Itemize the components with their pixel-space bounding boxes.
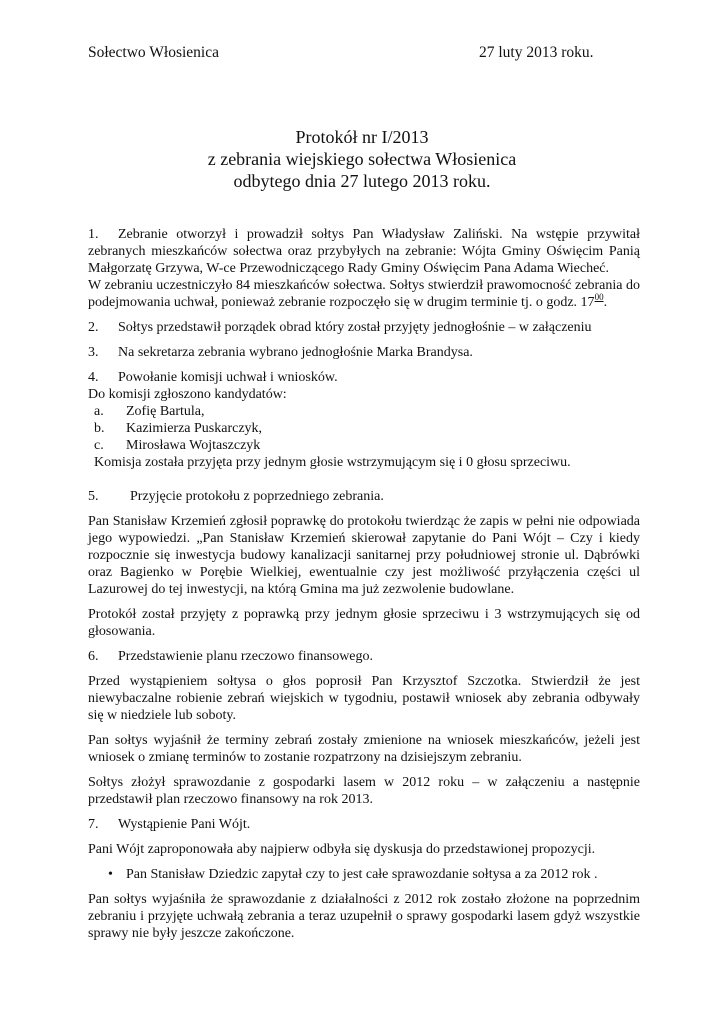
- title-line-1: Protokół nr I/2013: [295, 127, 429, 147]
- list-item-name: Zofię Bartula,: [126, 404, 205, 419]
- section-7-number: 7.: [88, 817, 99, 832]
- section-2-number: 2.: [88, 320, 99, 335]
- section-3-text: Na sekretarza zebrania wybrano jednogłośnie Marka Brandysa.: [118, 345, 473, 360]
- section-1-end: .: [603, 295, 608, 310]
- list-item: [94, 420, 640, 437]
- time-superscript: 00: [594, 292, 604, 302]
- list-item-name: Mirosława Wojtaszczyk: [126, 438, 261, 453]
- document-title: [0, 126, 724, 192]
- section-5-paragraph-2: Protokół został przyjęty z poprawką przy jednym głosie sprzeciwu i 3 wstrzymujących się od głosowania.: [88, 607, 640, 639]
- section-6-paragraph-3: Sołtys złożył sprawozdanie z gospodarki lasem w 2012 roku – w załączeniu a następnie przedstawił plan rzeczowo finansowy na rok 2013.: [88, 775, 640, 807]
- header-left: Sołectwo Włosienica: [88, 44, 220, 61]
- section-6-paragraph-1: Przed wystąpieniem sołtysa o głos poprosił Pan Krzysztof Szczotka. Stwierdził że jest niewybaczalne robienie zebrań wiejskich w tygodniu, postawił wniosek aby zebrania odbywały się w niedziele lub soboty.: [88, 674, 640, 723]
- section-5-text: Przyjęcie protokołu z poprzedniego zebrania.: [130, 489, 384, 504]
- bullet-text: Pan Stanisław Dziedzic zapytał czy to jest całe sprawozdanie sołtysa a za 2012 rok .: [126, 867, 598, 882]
- section-4: [88, 369, 640, 471]
- candidates-list: [88, 403, 640, 454]
- section-1: [88, 226, 640, 277]
- title-line-3: odbytego dnia 27 lutego 2013 roku.: [233, 171, 491, 191]
- section-7-text: Wystąpienie Pani Wójt.: [118, 817, 251, 832]
- section-1-continued: [88, 277, 640, 311]
- section-6: [88, 648, 640, 665]
- candidates-intro: Do komisji zgłoszono kandydatów:: [88, 387, 287, 402]
- list-item: [94, 403, 640, 420]
- list-item-letter: b.: [94, 421, 105, 436]
- section-7-paragraph-2: Pan sołtys wyjaśniła że sprawozdanie z działalności z 2012 rok zostało złożone na poprzednim zebraniu i przyjęte uchwałą zebrania a teraz uzupełnił o sprawy gospodarki lasem gdyż wszystkie sprawy nie były jeszcze zakończone.: [88, 892, 640, 941]
- section-1-number: 1.: [88, 227, 99, 242]
- bullet-icon: •: [108, 867, 113, 882]
- list-item: [94, 437, 640, 454]
- section-2-text: Sołtys przedstawił porządek obrad który został przyjęty jednogłośnie – w załączeniu: [118, 320, 592, 335]
- section-1-text: Zebranie otworzył i prowadził sołtys Pan Władysław Zaliński. Na wstępie przywitał zebranych mieszkańców sołectwa oraz przybyłych na zebranie: Wójta Gminy Oświęcim Panią Małgorzatę Grzywa, W-ce Przewodniczącego Rady Gminy Oświęcim Pana Adama Wiecheć.: [88, 227, 640, 276]
- list-item-letter: c.: [94, 438, 104, 453]
- section-5-paragraph-1: Pan Stanisław Krzemień zgłosił poprawkę do protokołu twierdząc że zapis w pełni nie odpowiada jego wypowiedzi. „Pan Stanisław Krzemień skierował zapytanie do Pani Wójt – Czy i kiedy rozpocznie się inwestycja budowy kanalizacji sanitarnej przy południowej stronie ul. Dąbrówki oraz Bagienko w Porębie Wielkiej, ewentualnie czy jest możliwość przyłączenia części ul Lazurowej do tej inwestycji, na którą Gmina ma już zezwolenie budowlane.: [88, 514, 640, 597]
- section-4-text: Powołanie komisji uchwał i wniosków.: [118, 370, 338, 385]
- section-4-number: 4.: [88, 370, 99, 385]
- document-body: [88, 226, 640, 950]
- section-6-paragraph-2: Pan sołtys wyjaśnił że terminy zebrań zostały zmienione na wniosek mieszkańców, jeżeli jest wniosek o zmianę terminów to zostanie rozpatrzony na dzisiejszym zebraniu.: [88, 733, 640, 765]
- section-5: [88, 488, 640, 505]
- section-7-paragraph-1: Pani Wójt zaproponowała aby najpierw odbyła się dyskusja do przedstawionej propozycji.: [88, 842, 596, 857]
- section-3-number: 3.: [88, 345, 99, 360]
- section-5-number: 5.: [88, 489, 99, 504]
- section-6-text: Przedstawienie planu rzeczowo finansowego.: [118, 649, 374, 664]
- title-line-2: z zebrania wiejskiego sołectwa Włosienica: [207, 149, 517, 169]
- section-2: [88, 319, 640, 336]
- section-6-number: 6.: [88, 649, 99, 664]
- section-3: [88, 344, 640, 361]
- list-item-letter: a.: [94, 404, 104, 419]
- section-1-text-b: W zebraniu uczestniczyło 84 mieszkańców sołectwa. Sołtys stwierdził prawomocność zebrania do podejmowania uchwał, ponieważ zebranie rozpoczęło się w drugim terminie tj. o godz. 17: [88, 278, 640, 310]
- section-7: [88, 816, 640, 833]
- commission-result: Komisja została przyjęta przy jednym głosie wstrzymującym się i 0 głosu sprzeciwu.: [94, 455, 571, 470]
- header-date: 27 luty 2013 roku.: [479, 44, 594, 61]
- list-item-name: Kazimierza Puskarczyk,: [126, 421, 263, 436]
- bullet-item: [88, 866, 640, 883]
